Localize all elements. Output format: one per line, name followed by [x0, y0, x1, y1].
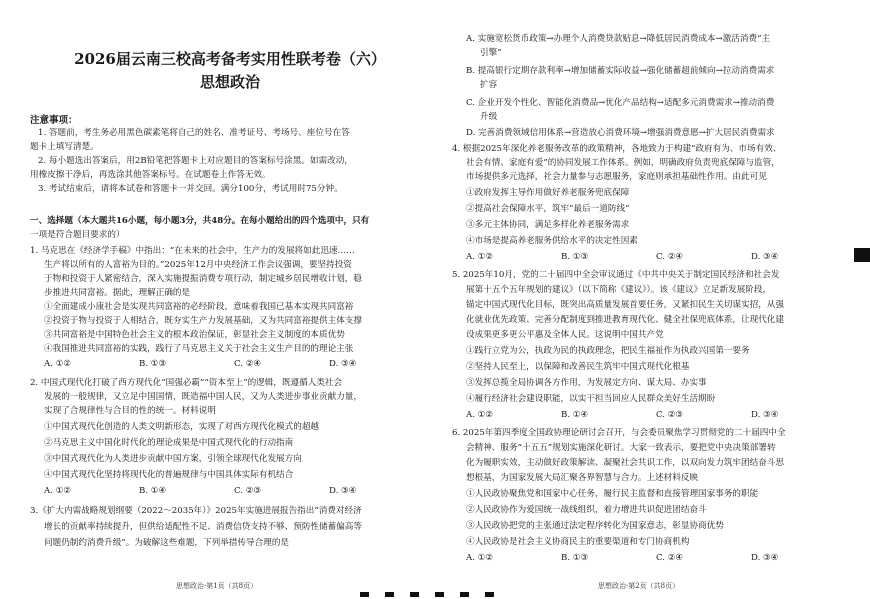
- section-heading: 一、选择题（本大题共16小题，每小题3分，共48分。在每小题给出的四个选项中，只有: [30, 216, 370, 226]
- q3-option-a-cont: 引擎”: [480, 48, 502, 58]
- q6-stem-2: 会精神、服务“十五五”规划实施深化研讨。大家一致表示，要把党中央决策部署转: [466, 443, 776, 453]
- q4-item-3: ③多元主体协同，满足多样化养老服务需求: [466, 220, 630, 230]
- notice-line-5: 3. 考试结束后，请将本试卷和答题卡一并交回。满分100分，考试用时75分钟。: [38, 184, 343, 194]
- q6-options: [466, 551, 846, 565]
- q6-stem-4: 想根基，为国家发展大局汇聚各界智慧与合力。上述材料反映: [466, 473, 699, 483]
- q6-stem-3: 化为履职实效，主动做好政策解读、凝聚社会共识工作，以双向发力筑牢团结奋斗思: [466, 458, 784, 468]
- separator-mark: [410, 592, 419, 597]
- q3-option-d[interactable]: D. 完善消费领域信用体系→营造放心消费环境→增强消费意愿→扩大居民消费需求: [466, 128, 775, 138]
- q3-stem-1: 3.《扩大内需战略规划纲要（2022～2035年）》2025年实施进展报告指出“消费对经济: [30, 506, 362, 516]
- q4-option-c[interactable]: C. ②④: [656, 252, 684, 262]
- q2-stem-1: 2. 中国式现代化打破了西方现代化“国强必霸”“资本至上”的逻辑，既遵循人类社会: [30, 378, 343, 388]
- q5-options: [466, 408, 846, 422]
- q3-option-a[interactable]: A. 实施宽松货币政策→办理个人消费贷款贴息→降低居民消费成本→激活消费“主: [466, 34, 771, 44]
- q6-item-1: ①人民政协聚焦党和国家中心任务，履行民主监督和直接管理国家事务的职能: [466, 489, 759, 499]
- q4-option-d[interactable]: D. ③④: [751, 252, 779, 262]
- section-heading-cont: 一项是符合题目要求的）: [30, 230, 125, 240]
- q1-stem-2: 生产将以所有的人富裕为目的。”2025年12月中央经济工作会议强调，要坚持投资: [44, 260, 352, 270]
- notice-line-3: 2. 每小题选出答案后，用2B铅笔把答题卡上对应题目的答案标号涂黑。如需改动，: [38, 156, 353, 166]
- q5-option-c[interactable]: C. ②③: [656, 410, 684, 420]
- page-left: [30, 0, 430, 599]
- q4-stem-3: 市场提供多元选择，社会力量参与志愿服务，家庭则承担基础性作用。由此可见: [466, 172, 767, 182]
- q6-item-4: ④人民政协是社会主义协商民主的重要渠道和专门协商机构: [466, 537, 690, 547]
- q5-stem-3: 锚定中国式现代化目标，既突出高质量发展首要任务，又紧扣民生关切谋实招，从强: [466, 300, 784, 310]
- q2-item-3: ③中国式现代化为人类进步贡献中国方案，引领全球现代化发展方向: [44, 454, 302, 464]
- q3-stem-3: 问题仍制约消费升级”。为破解这些难题，下列举措传导合理的是: [44, 538, 290, 548]
- q6-option-b[interactable]: B. ①③: [561, 553, 589, 563]
- q6-option-d[interactable]: D. ③④: [751, 553, 779, 563]
- q2-stem-2: 发展的一般规律，又立足中国国情，既造福中国人民，又为人类进步事业贡献力量，: [44, 392, 362, 402]
- exam-title: 2026届云南三校高考备考实用性联考卷（六）: [74, 50, 386, 68]
- q5-option-b[interactable]: B. ①④: [561, 410, 589, 420]
- q5-item-2: ②坚持人民至上，以保障和改善民生筑牢中国式现代化根基: [466, 362, 690, 372]
- q1-item-4: ④我国推进共同富裕的实践，践行了马克思主义关于社会主义生产目的的理论主张: [44, 344, 354, 354]
- q1-option-b[interactable]: B. ①③: [139, 359, 167, 369]
- q5-item-1: ①践行立党为公，执政为民的执政理念，把民生福祉作为执政兴国第一要务: [466, 346, 750, 356]
- q1-item-2: ②投资于物与投资于人相结合，既夯实生产力发展基础，又为共同富裕提供主体支撑: [44, 316, 362, 326]
- notice-line-1: 1. 答题前，考生务必用黑色碳素笔将自己的姓名、准考证号、考场号、座位号在答: [38, 128, 350, 138]
- footer-right: 思想政治·第2页（共8页）: [598, 582, 680, 590]
- q1-stem-4: 步推进共同富裕。据此，理解正确的是: [44, 288, 191, 298]
- q2-stem-3: 实现了合规律性与合目的性的统一。材料说明: [44, 406, 216, 416]
- q1-option-a[interactable]: A. ①②: [44, 359, 72, 369]
- notice-line-4: 用橡皮擦干净后，再选涂其他答案标号。在试题卷上作答无效。: [30, 170, 271, 180]
- exam-subject: 思想政治: [199, 73, 260, 91]
- q5-item-3: ③发挥总揽全局协调各方作用，为发展定方向、谋大局、办实事: [466, 378, 707, 388]
- q2-option-b[interactable]: B. ①④: [139, 486, 167, 496]
- q6-item-3: ③人民政协把党的主张通过法定程序转化为国家意志，彰显协商优势: [466, 521, 724, 531]
- page-edge-marker: [854, 248, 870, 262]
- q2-option-a[interactable]: A. ①②: [44, 486, 72, 496]
- notice-heading: 注意事项：: [30, 115, 78, 126]
- q3-option-c-cont: 升级: [480, 112, 498, 122]
- q6-item-2: ②人民政协作为爱国统一战线组织，着力增进共识促进团结奋斗: [466, 505, 707, 515]
- q1-stem-1: 1. 马克思在《经济学手稿》中指出：“在未来的社会中，生产力的发展将如此迅速……: [30, 246, 355, 256]
- q2-item-2: ②马克思主义中国化时代化的理论成果是中国式现代化的行动指南: [44, 438, 294, 448]
- q4-stem-2: 社会有情、家庭有爱”的协同发展工作体系。例如，明确政府负责兜底保障与监管，: [466, 158, 780, 168]
- q4-item-1: ①政府发挥主导作用做好养老服务兜底保障: [466, 188, 630, 198]
- q5-item-4: ④履行经济社会建设职能，以实干担当回应人民群众美好生活期盼: [466, 394, 716, 404]
- q1-item-3: ③共同富裕是中国特色社会主义的根本政治保证，彰显社会主义制度的本质优势: [44, 330, 345, 340]
- q1-stem-3: 于物和投资于人紧密结合，深入实施提振消费专项行动，制定城乡居民增收计划，稳: [44, 274, 362, 284]
- q2-item-1: ①中国式现代化创造的人类文明新形态，实现了对西方现代化模式的超越: [44, 422, 320, 432]
- q2-option-d[interactable]: D. ③④: [329, 486, 357, 496]
- q5-stem-2: 展第十五个五年规划的建议》（以下简称《建议》）。该《建议》立足新发展阶段，: [466, 285, 772, 295]
- q6-stem-1: 6. 2025年第四季度全国政协理论研讨会召开，与会委员聚焦学习贯彻党的二十届四中全: [452, 428, 786, 438]
- q6-option-c[interactable]: C. ②④: [656, 553, 684, 563]
- q2-option-c[interactable]: C. ②③: [234, 486, 262, 496]
- q4-item-4: ④市场是提高养老服务供给水平的决定性因素: [466, 236, 638, 246]
- q3-option-c[interactable]: C. 企业开发个性化、智能化消费品→优化产品结构→适配多元消费需求→推动消费: [466, 98, 775, 108]
- q6-option-a[interactable]: A. ①②: [466, 553, 494, 563]
- q1-option-d[interactable]: D. ③④: [329, 359, 357, 369]
- footer-left: 思想政治·第1页（共8页）: [176, 582, 258, 590]
- q5-stem-1: 5. 2025年10月，党的二十届四中全会审议通过《中共中央关于制定国民经济和社会发: [452, 270, 780, 280]
- notice-line-2: 题卡上填写清楚。: [30, 142, 99, 152]
- q5-option-a[interactable]: A. ①②: [466, 410, 494, 420]
- q1-option-c[interactable]: C. ②④: [234, 359, 262, 369]
- q2-item-4: ④中国式现代化坚持将现代化的普遍规律与中国具体实际有机结合: [44, 470, 294, 480]
- separator-mark: [435, 592, 444, 597]
- q5-stem-4: 化就业优先政策、完善分配制度到推进教育现代化、健全社保兜底体系，让现代化建: [466, 315, 784, 325]
- page-right: [452, 0, 844, 599]
- separator-mark: [360, 592, 369, 597]
- q2-options: [44, 484, 424, 498]
- q4-stem-1: 4. 根据2025年深化养老服务改革的政策精神，各地致力于构建“政府有为、市场有效、: [452, 144, 782, 154]
- q3-option-b[interactable]: B. 提高银行定期存款利率→增加储蓄实际收益→强化储蓄超前倾向→拉动消费需求: [466, 66, 775, 76]
- q1-options: [44, 357, 424, 371]
- q3-option-b-cont: 扩容: [480, 80, 498, 90]
- q4-option-a[interactable]: A. ①②: [466, 252, 494, 262]
- q5-option-d[interactable]: D. ③④: [751, 410, 779, 420]
- q4-option-b[interactable]: B. ①③: [561, 252, 589, 262]
- q4-options: [466, 250, 846, 264]
- q4-item-2: ②提高社会保障水平，筑牢“最后一道防线”: [466, 204, 630, 214]
- separator-mark: [385, 592, 394, 597]
- q5-stem-5: 设成果更多更公平惠及全体人民。这说明中国共产党: [466, 330, 664, 340]
- q1-item-1: ①全面建成小康社会是实现共同富裕的必经阶段，意味着我国已基本实现共同富裕: [44, 302, 354, 312]
- q3-stem-2: 增长的贡献率持续提升，但供给适配性不足、消费信贷支持不够、预防性储蓄偏高等: [44, 522, 362, 532]
